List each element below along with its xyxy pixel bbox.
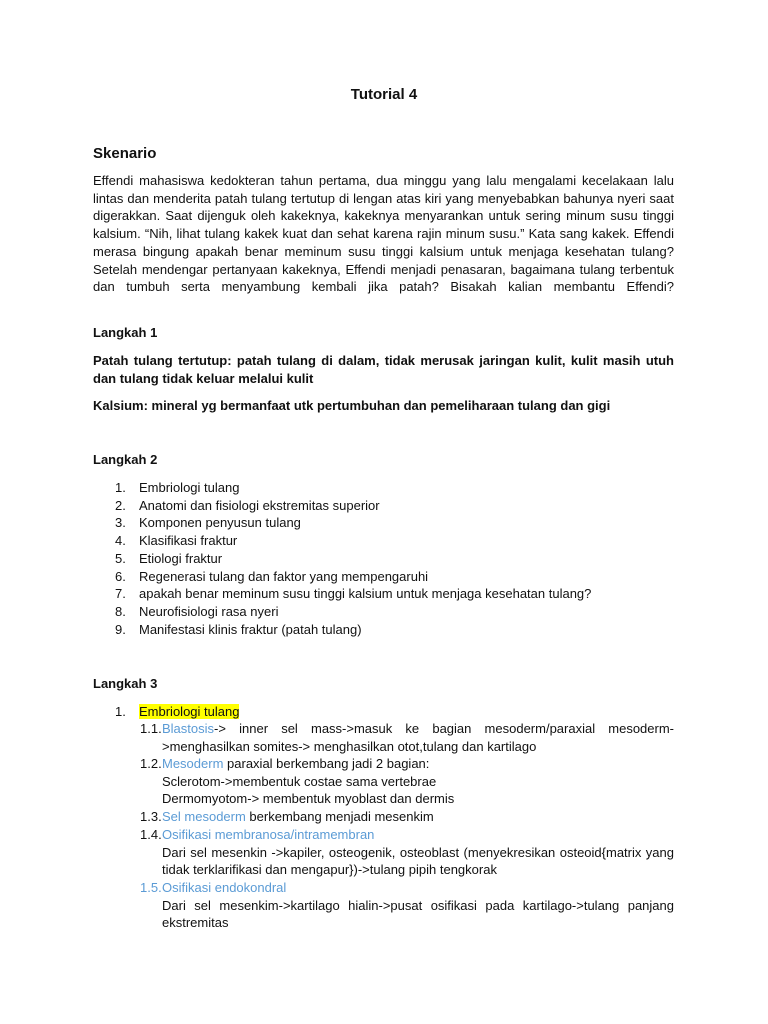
langkah1-heading: Langkah 1: [93, 325, 158, 340]
sub-item-1-2: [140, 755, 674, 808]
list-text: Klasifikasi fraktur: [139, 533, 238, 549]
definition-patah-tulang: Patah tulang tertutup: patah tulang di dalam, tidak merusak jaringan kulit, kulit masih utuh dan tulang tidak keluar melalui kulit: [93, 353, 674, 386]
list-text: Manifestasi klinis fraktur (patah tulang): [139, 621, 362, 637]
sub-number: 1.3.: [140, 809, 162, 824]
sub-item-1-4: [140, 826, 674, 879]
term-blue: Osifikasi membranosa/intramembran: [162, 827, 375, 842]
sub-detail: Dari sel mesenkin ->kapiler, osteogenik, osteoblast (menyekresikan osteoid{matrix yang tidak terklarifikasi dan mengapur})->tulang pipih tengkorak: [162, 844, 674, 878]
skenario-line: merasa bingung apakah benar meminum susu tinggi kalsium untuk menjaga kesehatan tulang?: [93, 243, 674, 259]
sub-text: -> inner sel mass->masuk ke bagian mesoderm/paraxial mesoderm->menghasilkan somites-> menghasilkan otot,tulang dan kartilago: [162, 721, 674, 754]
langkah3-heading: Langkah 3: [93, 676, 158, 691]
list-item: [93, 585, 674, 603]
list-number: 4.: [115, 533, 126, 549]
list-text: Etiologi fraktur: [139, 550, 223, 566]
list-item: [93, 514, 674, 532]
sub-detail: Dermomyotom-> membentuk myoblast dan dermis: [162, 791, 455, 807]
list-text: Komponen penyusun tulang: [139, 515, 301, 531]
term-blue: Blastosis: [162, 721, 215, 736]
list-item: [93, 497, 674, 515]
skenario-line: dan tumbuh serta menyambung kembali jika patah? Bisakah kalian membantu Effendi?: [93, 279, 674, 295]
skenario-heading: Skenario: [93, 145, 157, 162]
skenario-line: Effendi mahasiswa kedokteran tahun pertama, dua minggu yang lalu mengalami kecelakaan lalu: [93, 173, 674, 188]
list-item: [93, 603, 674, 621]
skenario-paragraph: [93, 172, 674, 296]
sub-number: 1.2.: [140, 756, 162, 771]
sub-text: paraxial berkembang jadi 2 bagian:: [223, 756, 430, 771]
skenario-line: Setelah mendengar pertanyaan kakeknya, Effendi menjadi penasaran, bagaimana tulang terbentuk: [93, 261, 674, 277]
list-item: [93, 568, 674, 586]
sub-detail: Sclerotom->membentuk costae sama vertebrae: [162, 773, 437, 789]
langkah2-list: [93, 479, 674, 638]
list-number: 1.: [115, 480, 126, 495]
sub-body: [162, 755, 674, 808]
sub-body: [162, 720, 674, 755]
list-number: 7.: [115, 586, 126, 602]
definition-kalsium: Kalsium: mineral yg bermanfaat utk pertumbuhan dan pemeliharaan tulang dan gigi: [93, 398, 611, 413]
list-number: 2.: [115, 497, 126, 513]
list-number: 9.: [115, 621, 126, 637]
skenario-line: lintas dan menderita patah tulang tertutup di lengan atas kiri yang menyebabkan bahunya nyeri saat: [93, 190, 674, 206]
list-text: Neurofisiologi rasa nyeri: [139, 603, 279, 619]
list-text: apakah benar meminum susu tinggi kalsium untuk menjaga kesehatan tulang?: [139, 586, 592, 602]
term-blue: Osifikasi endokondral: [162, 880, 287, 895]
sub-body: [162, 826, 674, 879]
list-text: Embriologi tulang: [139, 480, 240, 495]
langkah3-list: [93, 703, 674, 721]
sub-body: [162, 808, 674, 826]
list-text: Anatomi dan fisiologi ekstremitas superior: [139, 497, 380, 513]
list-number: 5.: [115, 550, 126, 566]
sub-number: 1.4.: [140, 827, 162, 842]
sub-item-1-1: [140, 720, 674, 755]
skenario-line: kalsium. “Nih, lihat tulang kakek kuat dan sehat karena rajin minum susu.” Kata sang kakek. Effendi: [93, 226, 674, 242]
term-blue: Sel mesoderm: [162, 809, 246, 824]
page-title: Tutorial 4: [350, 86, 418, 103]
list-item: [93, 550, 674, 568]
sub-item-1-5: [140, 879, 674, 932]
list-number: 8.: [115, 603, 126, 619]
list-text: Regenerasi tulang dan faktor yang mempengaruhi: [139, 568, 429, 584]
list-number: 1.: [115, 704, 126, 719]
list-item: [93, 703, 674, 721]
sub-number: 1.5.: [140, 880, 162, 895]
list-item: [93, 532, 674, 550]
sub-number: 1.1.: [140, 721, 162, 736]
sub-body: [162, 879, 674, 932]
list-item: [93, 479, 674, 497]
list-number: 6.: [115, 568, 126, 584]
langkah2-heading: Langkah 2: [93, 452, 158, 467]
highlighted-item-text: Embriologi tulang: [139, 704, 240, 719]
sub-detail: Dari sel mesenkim->kartilago hialin->pusat osifikasi pada kartilago->tulang panjang ekstremitas: [162, 897, 674, 931]
skenario-line: digerakkan. Saat dijenguk oleh kakeknya, kakeknya menyarankan untuk sering minum susu tinggi: [93, 208, 674, 224]
sub-item-1-3: [140, 808, 674, 826]
sub-text: berkembang menjadi mesenkim: [245, 809, 434, 824]
list-item: [93, 621, 674, 639]
term-blue: Mesoderm: [162, 756, 224, 771]
list-number: 3.: [115, 515, 126, 531]
